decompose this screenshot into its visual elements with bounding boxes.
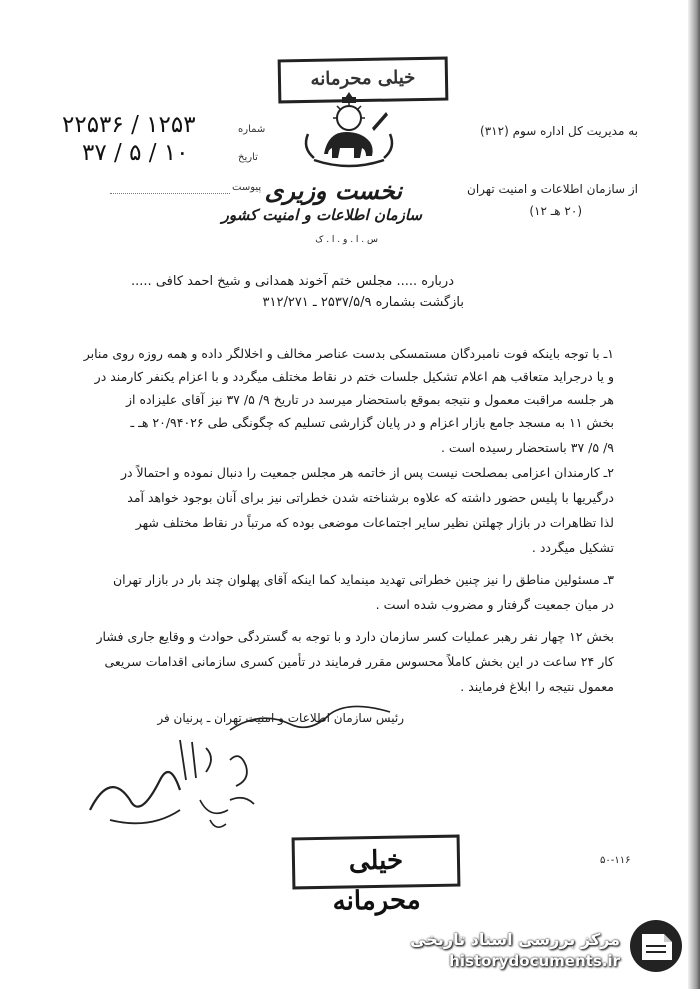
lion-and-sun-emblem — [300, 88, 398, 172]
body-line: در میان جمعیت گرفتار و مضروب شده است . — [375, 597, 614, 612]
org-abbreviation: س . ا . و . ا . ک — [315, 235, 378, 245]
sender-line: از سازمان اطلاعات و امنیت تهران — [467, 182, 638, 196]
body-line: لذا تظاهرات در بازار چهلتن نظیر سایر اجتماعات موضعی بوده که مرتباً در نقاط مختلف شهر — [135, 515, 614, 530]
body-line: ۳ـ مسئولین مناطق را نیز چنین خطراتی تهدید مینماید کما اینکه آقای پهلوان چند بار در بازار تهران — [112, 572, 614, 587]
scan-edge — [688, 0, 700, 989]
subject-line: درباره ..... مجلس ختم آخوند همدانی و شیخ احمد کافی ..... — [131, 274, 454, 289]
org-title: نخست وزیری — [264, 176, 402, 205]
signature-title: رئیس سازمان اطلاعات و امنیت تهران ـ پرنیان فر — [157, 711, 404, 725]
org-subtitle: سازمان اطلاعات و امنیت کشور — [221, 206, 422, 224]
classification-stamp-top: خیلی محرمانه — [278, 57, 449, 104]
body-line: ۱ـ با توجه باینکه فوت نامبردگان مستمسکی بدست عناصر مخالف و اخلالگر داده و همه روزه روی منابر — [83, 346, 614, 361]
body-line: بخش ۱۱ به مسجد جامع بازار اعزام و در پایان گزارشی تسلیم که چگونگی طی ۲۰/۹۴۰۲۶ هـ ـ — [130, 415, 614, 430]
body-line: تشکیل میگردد . — [531, 540, 614, 555]
classification-stamp-bottom: خیلی محرمانه — [292, 835, 461, 890]
recipient-line: به مدیریت کل اداره سوم (۳۱۲) — [480, 124, 638, 138]
reference-line: بازگشت بشماره ۲۵۳۷/۵/۹ ـ ۳۱۲/۲۷۱ — [262, 295, 464, 310]
body-line: و یا درجراید متعاقب هم اعلام تشکیل جلسات ختم در نقاط مختلف میگردد و با اعزام یکنفر کارمند در — [94, 369, 614, 384]
body-line: درگیریها با پلیس حضور داشته که علاوه برشناخته شدن خطراتی نیز برای آنان بوجود خواهد آمد — [127, 490, 614, 505]
body-line: ۲ـ کارمندان اعزامی بمصلحت نیست پس از خاتمه هر مجلس جمعیت را دنبال نموده و احتمالاً در — [120, 465, 614, 480]
date-label: تاریخ — [238, 152, 258, 163]
number-label: شماره — [238, 124, 266, 135]
archive-logo-icon — [628, 918, 684, 974]
sender-code: (۲۰ هـ ۱۲) — [529, 204, 582, 218]
body-line: ۹/ ۵/ ۳۷ باستحضار رسیده است . — [440, 440, 614, 455]
archive-logo-title: مرکز بررسی اسناد تاریخی — [410, 930, 620, 949]
body-line: کار ۲۴ ساعت در این بخش کاملاً محسوس مقرر فرمایند در تأمین کسری سازمانی اقدامات سریعی — [104, 654, 614, 669]
attachment-label: پیوست — [232, 182, 262, 193]
body-line: بخش ۱۲ چهار نفر رهبر عملیات کسر سازمان دارد و با توجه به گستردگی حوادث و وقایع جاری فشار — [96, 629, 614, 644]
handwritten-notes — [80, 720, 280, 850]
attachment-line — [110, 193, 230, 194]
body-line: هر جلسه مراقبت معمول و نتیجه بموقع باستحضار میرسد در تاریخ ۹/ ۵/ ۳۷ نیز آقای علیزاده از — [126, 392, 614, 407]
document-code: ۵۰-۱۱۶ — [600, 855, 631, 866]
number-value: ۲۲۵۳۶ / ۱۲۵۳ — [62, 112, 196, 138]
archive-logo-url: historydocuments.ir — [449, 952, 620, 970]
date-value: ۳۷ / ۵ / ۱۰ — [82, 140, 189, 166]
body-line: معمول نتیجه را ابلاغ فرمایند . — [460, 679, 614, 694]
